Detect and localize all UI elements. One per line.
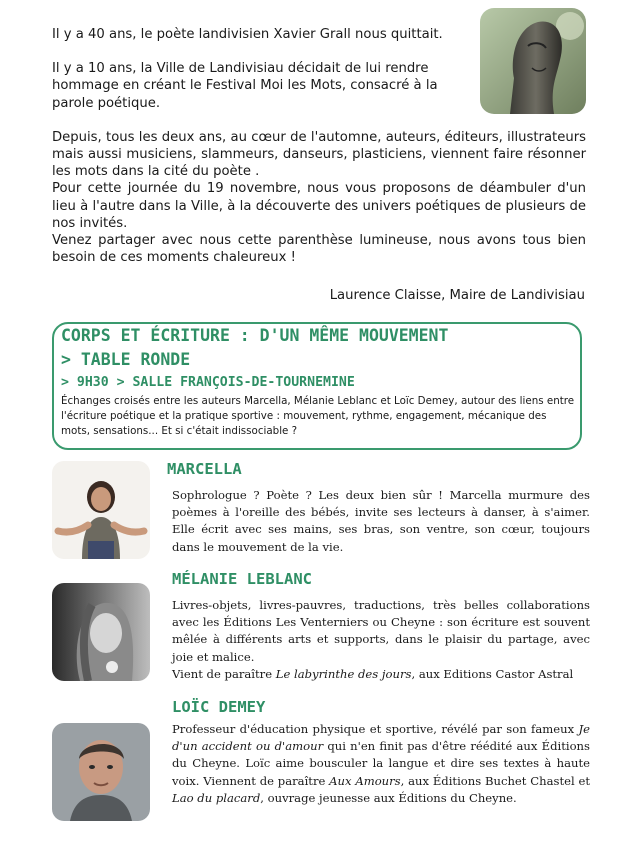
intro-paragraph-1: Il y a 40 ans, le poète landivisien Xavier Grall nous quittait.	[52, 27, 443, 42]
loic-demey-bio	[172, 721, 590, 807]
melanie-leblanc-photo	[52, 583, 150, 681]
event-subtitle: > TABLE RONDE	[61, 350, 191, 369]
marcella-bio: Sophrologue ? Poète ? Les deux bien sûr ! Marcella murmure des poèmes à l'oreille des bébés, invite ses lecteurs à danser, à s'aimer. Elle écrit avec ses mains, ses bras, son ventre, son cœur, toujours dans le mouvement de la vie.	[172, 488, 590, 554]
melanie-leblanc-new-title: Le labyrinthe des jours	[275, 666, 412, 681]
loic-demey-photo	[52, 723, 150, 821]
intro-paragraph-4: Pour cette journée du 19 novembre, nous vous proposons de déambuler d'un lieu à l'autre dans la Ville, à la découverte des univers poétiques de plusieurs de nos invités.	[52, 181, 586, 231]
signature: Laurence Claisse, Maire de Landivisiau	[329, 288, 585, 303]
loic-demey-name: LOÏC DEMEY	[172, 698, 266, 716]
intro-paragraph-5: Venez partager avec nous cette parenthèse lumineuse, nous avons tous bien besoin de ces moments chaleureux !	[52, 233, 586, 266]
loic-demey-bio-a: Professeur d'éducation physique et sportive, révélé par son fameux	[172, 722, 579, 736]
marcella-name: MARCELLA	[167, 460, 242, 478]
melanie-leblanc-new-suffix: , aux Editions Castor Astral	[411, 666, 574, 681]
event-title: CORPS ET ÉCRITURE : D'UN MÊME MOUVEMENT	[61, 326, 449, 345]
melanie-leblanc-bio	[172, 597, 590, 683]
melanie-leblanc-new-prefix: Vient de paraître	[172, 666, 276, 681]
melanie-leblanc-name: MÉLANIE LEBLANC	[172, 570, 312, 588]
intro-paragraph-3: Depuis, tous les deux ans, au cœur de l'automne, auteurs, éditeurs, illustrateurs mais aussi musiciens, slammeurs, danseurs, plasticiens, viennent faire résonner les mots dans la cité du poète .	[52, 129, 586, 180]
loic-demey-book-2: Aux Amours	[329, 773, 401, 788]
event-time-place: > 9H30 > SALLE FRANÇOIS-DE-TOURNEMINE	[61, 375, 355, 390]
intro-paragraph-2: Il y a 10 ans, la Ville de Landivisiau décidait de lui rendre hommage en créant le Festival Moi les Mots, consacré à la parole poétique.	[52, 61, 438, 111]
loic-demey-bio-d: , ouvrage jeunesse aux Éditions du Cheyne.	[260, 790, 517, 805]
loic-demey-book-3: Lao du placard	[172, 790, 261, 805]
event-description: Échanges croisés entre les auteurs Marcella, Mélanie Leblanc et Loïc Demey, autour des liens entre l'écriture poétique et la pratique sportive : mouvement, rythme, engagement, mécanique des mots, sensations... Et si c'était indissociable ?	[61, 395, 575, 438]
loic-demey-book-1: Je d'un accident ou d'amour	[172, 722, 590, 754]
statue-photo	[480, 8, 586, 114]
marcella-photo	[52, 461, 150, 559]
loic-demey-bio-c: , aux Éditions Buchet Chastel et	[400, 773, 590, 788]
melanie-leblanc-bio-text: Livres-objets, livres-pauvres, traductions, très belles collaborations avec les Éditions Les Venterniers ou Cheyne : son écriture est souvent mêlée à différents arts et supports, dans le plaisir du partage, avec joie et malice.	[172, 598, 590, 664]
loic-demey-bio-b: qui n'en finit pas d'être réédité aux Éditions du Cheyne. Loïc aime bousculer la langue et dire ses textes à haute voix. Viennent de paraître	[172, 739, 590, 788]
